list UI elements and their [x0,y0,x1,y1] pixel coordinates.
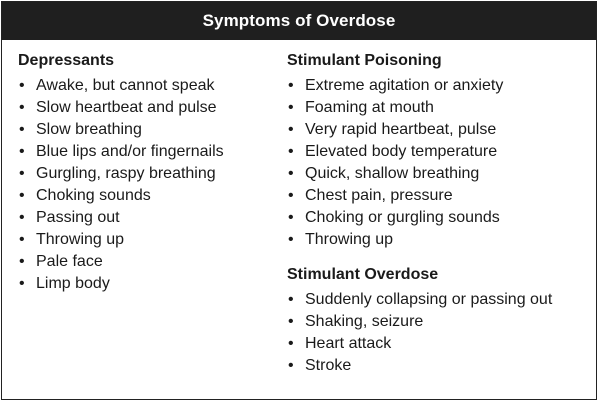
bullet-icon: • [288,335,294,352]
bullet-icon: • [19,187,25,204]
bullet-icon: • [288,209,294,226]
bullet-icon: • [19,143,25,160]
section-heading-stimulant-overdose: Stimulant Overdose [287,266,439,283]
list-item-text: Throwing up [36,231,125,248]
card-title: Symptoms of Overdose [202,11,396,30]
bullet-icon: • [288,231,294,248]
list-item [287,355,592,377]
list-item [287,119,592,141]
list-item-text: Stroke [305,357,352,374]
list-item [18,251,268,273]
list-item-text: Extreme agitation or anxiety [305,77,504,94]
list-depressants [18,75,268,295]
section-heading-stimulant-poisoning: Stimulant Poisoning [287,52,442,69]
list-item [18,207,268,229]
list-item [287,185,592,207]
list-item [287,97,592,119]
list-item-text: Elevated body temperature [305,143,498,160]
bullet-icon: • [288,313,294,330]
list-item [287,289,592,311]
list-item-text: Throwing up [305,231,394,248]
list-item [18,75,268,97]
list-item-text: Slow breathing [36,121,142,138]
list-item [287,75,592,97]
list-item-text: Choking sounds [36,187,151,204]
list-item-text: Limp body [36,275,110,292]
list-item-text: Choking or gurgling sounds [305,209,500,226]
list-item [287,229,592,251]
bullet-icon: • [19,77,25,94]
list-item-text: Quick, shallow breathing [305,165,480,182]
bullet-icon: • [19,121,25,138]
list-item [287,311,592,333]
list-stimulant-poisoning [287,75,592,251]
bullet-icon: • [288,121,294,138]
list-item [18,97,268,119]
bullet-icon: • [288,291,294,308]
list-item-text: Awake, but cannot speak [36,77,215,94]
list-item [18,141,268,163]
bullet-icon: • [19,165,25,182]
list-item-text: Blue lips and/or fingernails [36,143,224,160]
list-item [287,163,592,185]
bullet-icon: • [288,165,294,182]
section-gap [287,251,592,265]
list-item-text: Pale face [36,253,103,270]
bullet-icon: • [288,99,294,116]
column-left [18,51,268,295]
list-item-text: Suddenly collapsing or passing out [305,291,553,308]
list-item-text: Heart attack [305,335,392,352]
list-item [287,333,592,355]
list-item [287,207,592,229]
list-item [18,119,268,141]
list-item-text: Foaming at mouth [305,99,434,116]
list-item-text: Very rapid heartbeat, pulse [305,121,497,138]
list-item-text: Chest pain, pressure [305,187,453,204]
list-item [18,273,268,295]
list-item [287,141,592,163]
list-item [18,229,268,251]
section-heading-depressants: Depressants [18,52,115,69]
bullet-icon: • [288,143,294,160]
list-stimulant-overdose [287,289,592,377]
list-item-text: Shaking, seizure [305,313,424,330]
card-header [2,2,596,40]
bullet-icon: • [288,77,294,94]
list-item-text: Gurgling, raspy breathing [36,165,216,182]
bullet-icon: • [288,357,294,374]
list-item [18,163,268,185]
bullet-icon: • [19,275,25,292]
bullet-icon: • [19,231,25,248]
bullet-icon: • [288,187,294,204]
bullet-icon: • [19,209,25,226]
list-item-text: Slow heartbeat and pulse [36,99,217,116]
symptoms-card [1,1,597,400]
bullet-icon: • [19,253,25,270]
list-item [18,185,268,207]
list-item-text: Passing out [36,209,120,226]
bullet-icon: • [19,99,25,116]
column-right [287,51,592,377]
